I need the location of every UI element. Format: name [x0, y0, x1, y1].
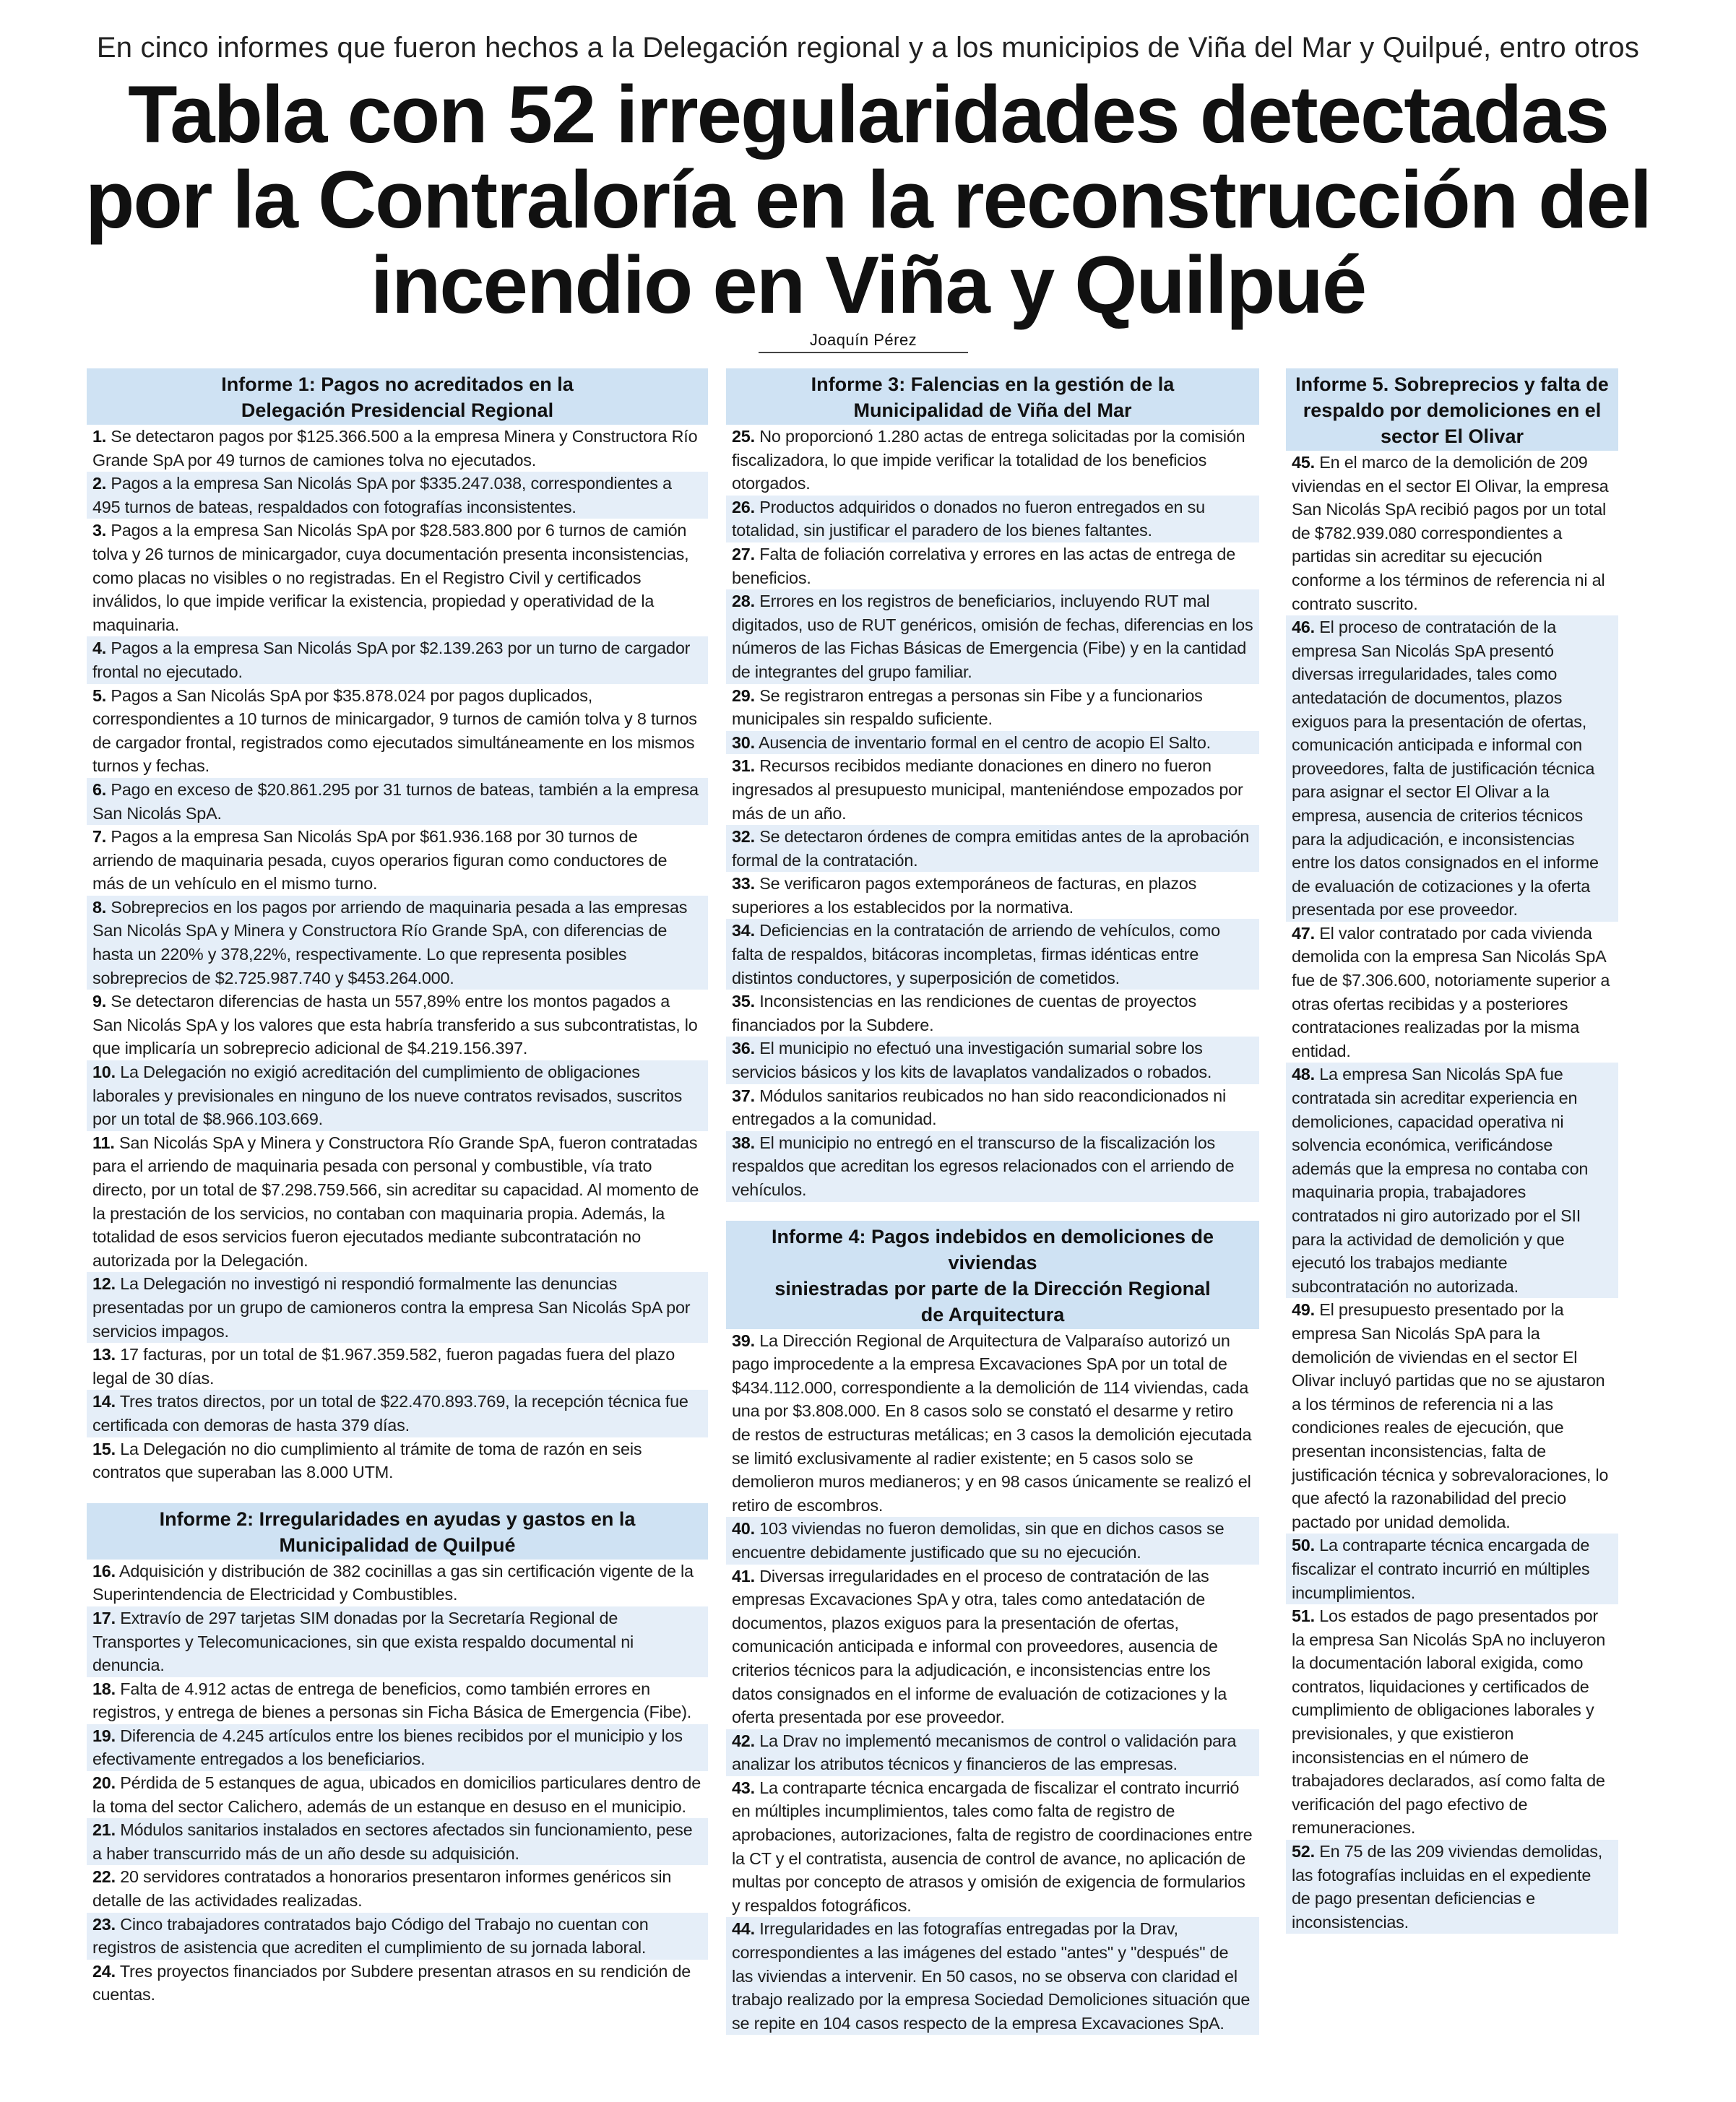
item-text: La Drav no implementó mecanismos de control o validación para analizar los atributos técnicos y financieros de las empresas.	[732, 1731, 1237, 1774]
list-item	[87, 1560, 708, 1606]
list-item	[87, 1818, 708, 1865]
item-text: En 75 de las 209 viviendas demolidas, las fotografías incluidas en el expediente de pago presentan deficiencias e inconsistencias.	[1292, 1842, 1603, 1932]
list-item	[1286, 1840, 1618, 1934]
item-number: 33.	[732, 874, 755, 894]
item-text: Se detectaron diferencias de hasta un 557,89% entre los montos pagados a San Nicolás SpA y los valores que esta habría transferido a sus subcontratistas, lo que implicaría un sobreprecio adicional de $4.219.156.397.	[92, 992, 698, 1058]
item-number: 40.	[732, 1519, 755, 1539]
item-number: 51.	[1292, 1606, 1315, 1626]
item-text: Deficiencias en la contratación de arriendo de vehículos, como falta de respaldos, bitácoras incompletas, firmas idénticas entre distintos conductores, y superposición de cometidos.	[732, 921, 1220, 987]
byline: Joaquín Pérez	[759, 331, 968, 353]
column-middle	[726, 368, 1259, 2035]
item-number: 25.	[732, 427, 755, 446]
item-number: 47.	[1292, 923, 1315, 943]
list-item	[1286, 922, 1618, 1063]
item-text: Se detectaron órdenes de compra emitidas antes de la aprobación formal de la contratación.	[732, 827, 1250, 870]
headline-line: Tabla con 52 irregularidades detectadas	[128, 69, 1608, 160]
headline-line: incendio en Viña y Quilpué	[370, 240, 1366, 330]
item-text: Recursos recibidos mediante donaciones en dinero no fueron ingresados al presupuesto municipal, manteniéndose empozados por más de un año.	[732, 756, 1243, 823]
item-text: Se verificaron pagos extemporáneos de facturas, en plazos superiores a los establecidos por la normativa.	[732, 874, 1197, 917]
list-item	[726, 919, 1259, 990]
item-text: La Delegación no exigió acreditación del cumplimiento de obligaciones laborales y previsionales en ninguno de los nueve contratos revisados, suscritos por un total de $8.966.103.669.	[92, 1063, 683, 1129]
headline-line: por la Contraloría en la reconstrucción del	[85, 155, 1651, 245]
list-item	[726, 425, 1259, 496]
list-item	[87, 636, 708, 683]
heading-line: Informe 5. Sobreprecios y falta de	[1295, 373, 1609, 395]
item-number: 11.	[92, 1133, 115, 1152]
item-number: 32.	[732, 827, 755, 847]
list-item	[87, 472, 708, 519]
item-text: Pérdida de 5 estanques de agua, ubicados en domicilios particulares dentro de la toma del sector Calichero, además de un estanque en desuso en el municipio.	[92, 1773, 701, 1816]
item-text: Falta de foliación correlativa y errores en las actas de entrega de beneficios.	[732, 544, 1236, 587]
list-item	[726, 1565, 1259, 1729]
item-number: 9.	[92, 992, 107, 1011]
list-item	[726, 872, 1259, 919]
informe-5-heading	[1286, 368, 1618, 451]
item-number: 50.	[1292, 1536, 1315, 1555]
informe-4-heading	[726, 1221, 1259, 1329]
item-number: 6.	[92, 779, 107, 799]
item-number: 10.	[92, 1063, 116, 1082]
item-number: 4.	[92, 639, 107, 658]
heading-line: de Arquitectura	[920, 1303, 1065, 1325]
list-item	[1286, 1604, 1618, 1840]
item-text: Errores en los registros de beneficiarios, incluyendo RUT mal digitados, uso de RUT genéricos, omisión de fechas, diferencias en los números de las Fichas Básicas de Emergencia (Fibe) y en la cantidad de integrantes del grupo familiar.	[732, 592, 1253, 681]
list-item	[87, 684, 708, 778]
list-item	[87, 1913, 708, 1960]
list-item	[87, 990, 708, 1060]
heading-line: Informe 2: Irregularidades en ayudas y gastos en la	[159, 1508, 636, 1530]
item-number: 48.	[1292, 1065, 1315, 1084]
item-number: 13.	[92, 1345, 116, 1364]
item-number: 21.	[92, 1820, 116, 1840]
item-text: Se registraron entregas a personas sin Fibe y a funcionarios municipales sin respaldo suficiente.	[732, 685, 1203, 729]
item-text: La Dirección Regional de Arquitectura de Valparaíso autorizó un pago improcedente a la empresa Excavaciones SpA por un total de $434.112.000, correspondiente a la demolición de 114 viviendas, cada una por $3.808.000. En 8 casos solo se constató el desarme y retiro de restos de estructuras metálicas; en 3 casos la demolición ejecutada se limitó exclusivamente al radier existente; en 5 casos solo se demolieron muros medianeros; y en 98 casos únicamente se realizó el retiro de escombros.	[732, 1331, 1252, 1515]
column-left	[87, 368, 708, 2007]
list-item	[87, 1865, 708, 1912]
item-text: Inconsistencias en las rendiciones de cuentas de proyectos financiados por la Subdere.	[732, 992, 1196, 1034]
item-text: Adquisición y distribución de 382 cocinillas a gas sin certificación vigente de la Superintendencia de Electricidad y Combustibles.	[92, 1561, 694, 1604]
item-number: 42.	[732, 1731, 755, 1750]
list-item	[726, 1329, 1259, 1518]
heading-line: Municipalidad de Quilpué	[279, 1534, 516, 1556]
item-number: 46.	[1292, 618, 1315, 637]
item-number: 37.	[732, 1086, 755, 1105]
list-item	[726, 1037, 1259, 1084]
item-text: Irregularidades en las fotografías entregadas por la Drav, correspondientes a las imágenes del estado "antes" y "después" de las viviendas a intervenir. En 50 casos, no se observa con claridad el trabajo realizado por la empresa Sociedad Demoliciones situación que se repite en 104 casos respecto de la empresa Excavaciones SpA.	[732, 1919, 1251, 2033]
item-number: 36.	[732, 1039, 755, 1058]
list-item	[726, 1131, 1259, 1202]
list-item	[87, 1131, 708, 1273]
item-number: 1.	[92, 427, 107, 446]
item-number: 24.	[92, 1961, 116, 1981]
item-text: Tres proyectos financiados por Subdere presentan atrasos en su rendición de cuentas.	[92, 1961, 691, 2004]
item-text: Sobreprecios en los pagos por arriendo de maquinaria pesada a las empresas San Nicolás SpA y Minera y Constructora Río Grande SpA, con diferencias de hasta un 220% y 378,22%, respectivamente. Lo que representa posibles sobreprecios de $2.725.987.740 y $453.264.000.	[92, 897, 688, 987]
heading-line: Informe 3: Falencias en la gestión de la	[811, 373, 1175, 395]
item-text: El municipio no entregó en el transcurso de la fiscalización los respaldos que acreditan los egresos relacionados con el arriendo de vehículos.	[732, 1133, 1235, 1199]
list-item	[87, 1606, 708, 1677]
item-number: 12.	[92, 1274, 116, 1294]
heading-line: siniestradas por parte de la Dirección Regional	[774, 1277, 1211, 1299]
list-item	[726, 1517, 1259, 1564]
list-item	[87, 1343, 708, 1390]
informe-5-list	[1286, 451, 1618, 1934]
list-item	[726, 731, 1259, 755]
heading-line: Informe 1: Pagos no acreditados en la	[221, 373, 574, 395]
item-text: Productos adquiridos o donados no fueron entregados en su totalidad, sin justificar el paradero de los bienes faltantes.	[732, 497, 1205, 540]
list-item	[726, 1917, 1259, 2035]
item-text: 20 servidores contratados a honorarios presentaron informes genéricos sin detalle de las actividades realizadas.	[92, 1867, 672, 1911]
item-text: Tres tratos directos, por un total de $22.470.893.769, la recepción técnica fue certificada con demoras de hasta 379 días.	[92, 1392, 688, 1435]
item-text: Pago en exceso de $20.861.295 por 31 turnos de bateas, también a la empresa San Nicolás SpA.	[92, 779, 699, 823]
list-item	[726, 1776, 1259, 1918]
item-text: La Delegación no investigó ni respondió formalmente las denuncias presentadas por un grupo de camioneros contra la empresa San Nicolás SpA por servicios impagos.	[92, 1274, 691, 1341]
item-number: 19.	[92, 1726, 116, 1745]
item-text: San Nicolás SpA y Minera y Constructora Río Grande SpA, fueron contratadas para el arriendo de maquinaria pesada con personal y combustible, vía trato directo, por un total de $7.298.759.566, sin acreditar su capacidad. Al momento de la prestación de los servicios, no contaban con maquinaria propia. Además, la totalidad de esos servicios fueron ejecutados mediante subcontratación no autorizada por la Delegación.	[92, 1133, 699, 1270]
item-text: 103 viviendas no fueron demolidas, sin que en dichos casos se encuentre debidamente justificado que su no ejecución.	[732, 1519, 1225, 1562]
item-number: 16.	[92, 1561, 116, 1580]
item-text: Módulos sanitarios reubicados no han sido reacondicionados ni entregados a la comunidad.	[732, 1086, 1226, 1129]
item-text: Pagos a la empresa San Nicolás SpA por $335.247.038, correspondientes a 495 turnos de bateas, respaldados con fotografías inconsistentes.	[92, 474, 672, 516]
informe-2-heading	[87, 1503, 708, 1560]
informe-2-list	[87, 1560, 708, 2007]
list-item	[87, 825, 708, 896]
item-text: Ausencia de inventario formal en el centro de acopio El Salto.	[758, 732, 1211, 752]
list-item	[1286, 451, 1618, 615]
item-number: 15.	[92, 1439, 116, 1458]
item-number: 29.	[732, 685, 755, 705]
list-item	[87, 896, 708, 990]
informe-1-list	[87, 425, 708, 1484]
list-item	[1286, 1063, 1618, 1298]
list-item	[87, 1724, 708, 1771]
item-number: 3.	[92, 521, 107, 540]
item-number: 20.	[92, 1773, 116, 1793]
kicker: En cinco informes que fueron hechos a la Delegación regional y a los municipios de Viña del Mar y Quilpué, entro otros	[96, 32, 1640, 64]
headline	[0, 69, 1736, 330]
list-item	[87, 1677, 708, 1724]
item-number: 23.	[92, 1914, 116, 1934]
item-text: No proporcionó 1.280 actas de entrega solicitadas por la comisión fiscalizadora, lo que impide verificar la totalidad de los beneficios otorgados.	[732, 427, 1245, 493]
item-number: 52.	[1292, 1842, 1315, 1861]
heading-line: sector El Olivar	[1380, 425, 1524, 447]
item-number: 22.	[92, 1867, 116, 1887]
item-text: El presupuesto presentado por la empresa San Nicolás SpA para la demolición de viviendas en el sector El Olivar incluyó partidas que no se ajustaron a los términos de referencia ni a las condiciones reales de ejecución, que presentan inconsistencias, falta de justificación técnica y sobrevaloraciones, lo que afectó la razonabilidad del precio pactado por unidad demolida.	[1292, 1300, 1609, 1531]
item-number: 31.	[732, 756, 755, 776]
item-number: 26.	[732, 497, 755, 516]
item-text: Diversas irregularidades en el proceso de contratación de las empresas Excavaciones SpA y otra, tales como antedatación de documentos, plazos exiguos para la presentación de ofertas, comunicación anticipada e informal con proveedores, ausencia de criterios técnicos para la adjudicación, e inconsistencias entre los datos consignados en el informe de evaluación de cotizaciones y la oferta presentada por ese proveedor.	[732, 1566, 1227, 1727]
list-item	[87, 1060, 708, 1131]
list-item	[726, 754, 1259, 825]
informe-1-heading	[87, 368, 708, 425]
item-number: 41.	[732, 1566, 755, 1586]
item-text: Los estados de pago presentados por la empresa San Nicolás SpA no incluyeron la documentación laboral exigida, como contratos, liquidaciones y certificados de cumplimiento de obligaciones laborales y previsionales, y que existieron inconsistencias en el número de trabajadores declarados, así como falta de verificación del pago efectivo de remuneraciones.	[1292, 1606, 1606, 1838]
heading-line: Delegación Presidencial Regional	[241, 399, 554, 421]
item-number: 34.	[732, 921, 755, 940]
item-text: La contraparte técnica encargada de fiscalizar el contrato incurrió en múltiples incumplimientos.	[1292, 1536, 1590, 1602]
list-item	[87, 1960, 708, 2007]
informe-4-list	[726, 1329, 1259, 2036]
item-number: 44.	[732, 1919, 755, 1939]
list-item	[726, 825, 1259, 872]
item-number: 45.	[1292, 453, 1315, 472]
list-item	[726, 990, 1259, 1037]
list-item	[1286, 1534, 1618, 1604]
item-text: Falta de 4.912 actas de entrega de beneficios, como también errores en registros, y entrega de bienes a personas sin Ficha Básica de Emergencia (Fibe).	[92, 1679, 692, 1722]
item-text: Se detectaron pagos por $125.366.500 a la empresa Minera y Constructora Río Grande SpA por 49 turnos de camiones tolva no ejecutados.	[92, 427, 698, 470]
item-text: Diferencia de 4.245 artículos entre los bienes recibidos por el municipio y los efectivamente entregados a los beneficiarios.	[92, 1726, 683, 1769]
item-text: Pagos a la empresa San Nicolás SpA por $61.936.168 por 30 turnos de arriendo de maquinaria pesada, cuyos operarios figuran como conductores de más de un vehículo en el mismo turno.	[92, 827, 668, 894]
item-number: 35.	[732, 992, 755, 1011]
list-item	[726, 496, 1259, 542]
item-text: La Delegación no dio cumplimiento al trámite de toma de razón en seis contratos que superaban las 8.000 UTM.	[92, 1439, 642, 1482]
list-item	[726, 1084, 1259, 1131]
item-number: 49.	[1292, 1300, 1315, 1320]
item-number: 38.	[732, 1133, 755, 1152]
column-right	[1286, 368, 1618, 1934]
item-text: Módulos sanitarios instalados en sectores afectados sin funcionamiento, pese a haber transcurrido más de un año desde su adquisición.	[92, 1820, 693, 1863]
item-number: 7.	[92, 827, 107, 847]
list-item	[1286, 1298, 1618, 1534]
heading-line: Informe 4: Pagos indebidos en demoliciones de viviendas	[771, 1225, 1214, 1273]
list-item	[87, 1437, 708, 1484]
heading-line: respaldo por demoliciones en el	[1303, 399, 1602, 421]
item-text: El valor contratado por cada vivienda demolida con la empresa San Nicolás SpA fue de $7.306.600, notoriamente superior a otras ofertas recibidas y a posteriores contrataciones realizadas por la misma entidad.	[1292, 923, 1610, 1060]
item-text: La empresa San Nicolás SpA fue contratada sin acreditar experiencia en demoliciones, capacidad operativa ni solvencia económica, verificándose además que la empresa no contaba con maquinaria propia, trabajadores contratados ni giro autorizado por el SII para la actividad de demolición y que ejecutó los trabajos mediante subcontratación no autorizada.	[1292, 1065, 1589, 1296]
item-number: 30.	[732, 732, 755, 752]
informe-3-list	[726, 425, 1259, 1202]
item-number: 8.	[92, 897, 107, 917]
item-number: 39.	[732, 1331, 755, 1350]
item-number: 18.	[92, 1679, 116, 1698]
item-text: Cinco trabajadores contratados bajo Código del Trabajo no cuentan con registros de asistencia que acrediten el cumplimiento de su jornada laboral.	[92, 1914, 649, 1958]
list-item	[87, 778, 708, 825]
item-text: En el marco de la demolición de 209 viviendas en el sector El Olivar, la empresa San Nicolás SpA recibió pagos por un total de $782.939.080 correspondientes a partidas sin acreditar su ejecución conforme a los términos de referencia ni al contrato suscrito.	[1292, 453, 1609, 613]
item-text: 17 facturas, por un total de $1.967.359.582, fueron pagadas fuera del plazo legal de 30 días.	[92, 1345, 675, 1388]
item-number: 2.	[92, 474, 107, 493]
item-number: 17.	[92, 1608, 116, 1627]
item-number: 14.	[92, 1392, 116, 1411]
item-text: Pagos a la empresa San Nicolás SpA por $28.583.800 por 6 turnos de camión tolva y 26 turnos de minicargador, cuya documentación presenta inconsistencias, como placas no visibles o no registradas. En el Registro Civil y certificados inválidos, lo que impide verificar la existencia, propiedad y operatividad de la maquinaria.	[92, 521, 689, 634]
list-item	[726, 589, 1259, 683]
list-item	[87, 519, 708, 636]
heading-line: Municipalidad de Viña del Mar	[853, 399, 1132, 421]
list-item	[726, 542, 1259, 589]
item-text: El municipio no efectuó una investigación sumarial sobre los servicios básicos y los kits de lavaplatos vandalizados o robados.	[732, 1039, 1212, 1082]
item-text: El proceso de contratación de la empresa San Nicolás SpA presentó diversas irregularidades, tales como antedatación de documentos, plazos exiguos para la presentación de ofertas, comunicación anticipada e informal con proveedores, falta de justificación técnica para asignar el sector El Olivar a la empresa, ausencia de criterios técnicos para la adjudicación, e inconsistencias entre los datos consignados en el informe de evaluación de cotizaciones y la oferta presentada por ese proveedor.	[1292, 618, 1599, 920]
list-item	[87, 1771, 708, 1818]
item-text: La contraparte técnica encargada de fiscalizar el contrato incurrió en múltiples incumplimientos, tales como falta de registro de aprobaciones, autorizaciones, falta de registro de coordinaciones entre la CT y el contratista, ausencia de control de avance, no aplicación de multas por concepto de atrasos y omisión de exigencia de formularios y respaldos fotográficos.	[732, 1778, 1253, 1915]
item-number: 43.	[732, 1778, 755, 1797]
item-text: Extravío de 297 tarjetas SIM donadas por la Secretaría Regional de Transportes y Telecomunicaciones, sin que exista respaldo documental ni denuncia.	[92, 1608, 634, 1675]
list-item	[87, 1272, 708, 1343]
list-item	[87, 425, 708, 472]
item-text: Pagos a San Nicolás SpA por $35.878.024 por pagos duplicados, correspondientes a 10 turnos de minicargador, 9 turnos de camión tolva y 8 turnos de cargador frontal, registrados como ejecutados simultáneamente en los mismos turnos y fechas.	[92, 685, 697, 776]
list-item	[726, 1729, 1259, 1776]
item-number: 5.	[92, 685, 107, 705]
informe-3-heading	[726, 368, 1259, 425]
list-item	[1286, 615, 1618, 922]
list-item	[726, 684, 1259, 731]
item-text: Pagos a la empresa San Nicolás SpA por $2.139.263 por un turno de cargador frontal no ejecutado.	[92, 639, 691, 681]
item-number: 28.	[732, 592, 755, 611]
list-item	[87, 1390, 708, 1437]
item-number: 27.	[732, 544, 755, 563]
